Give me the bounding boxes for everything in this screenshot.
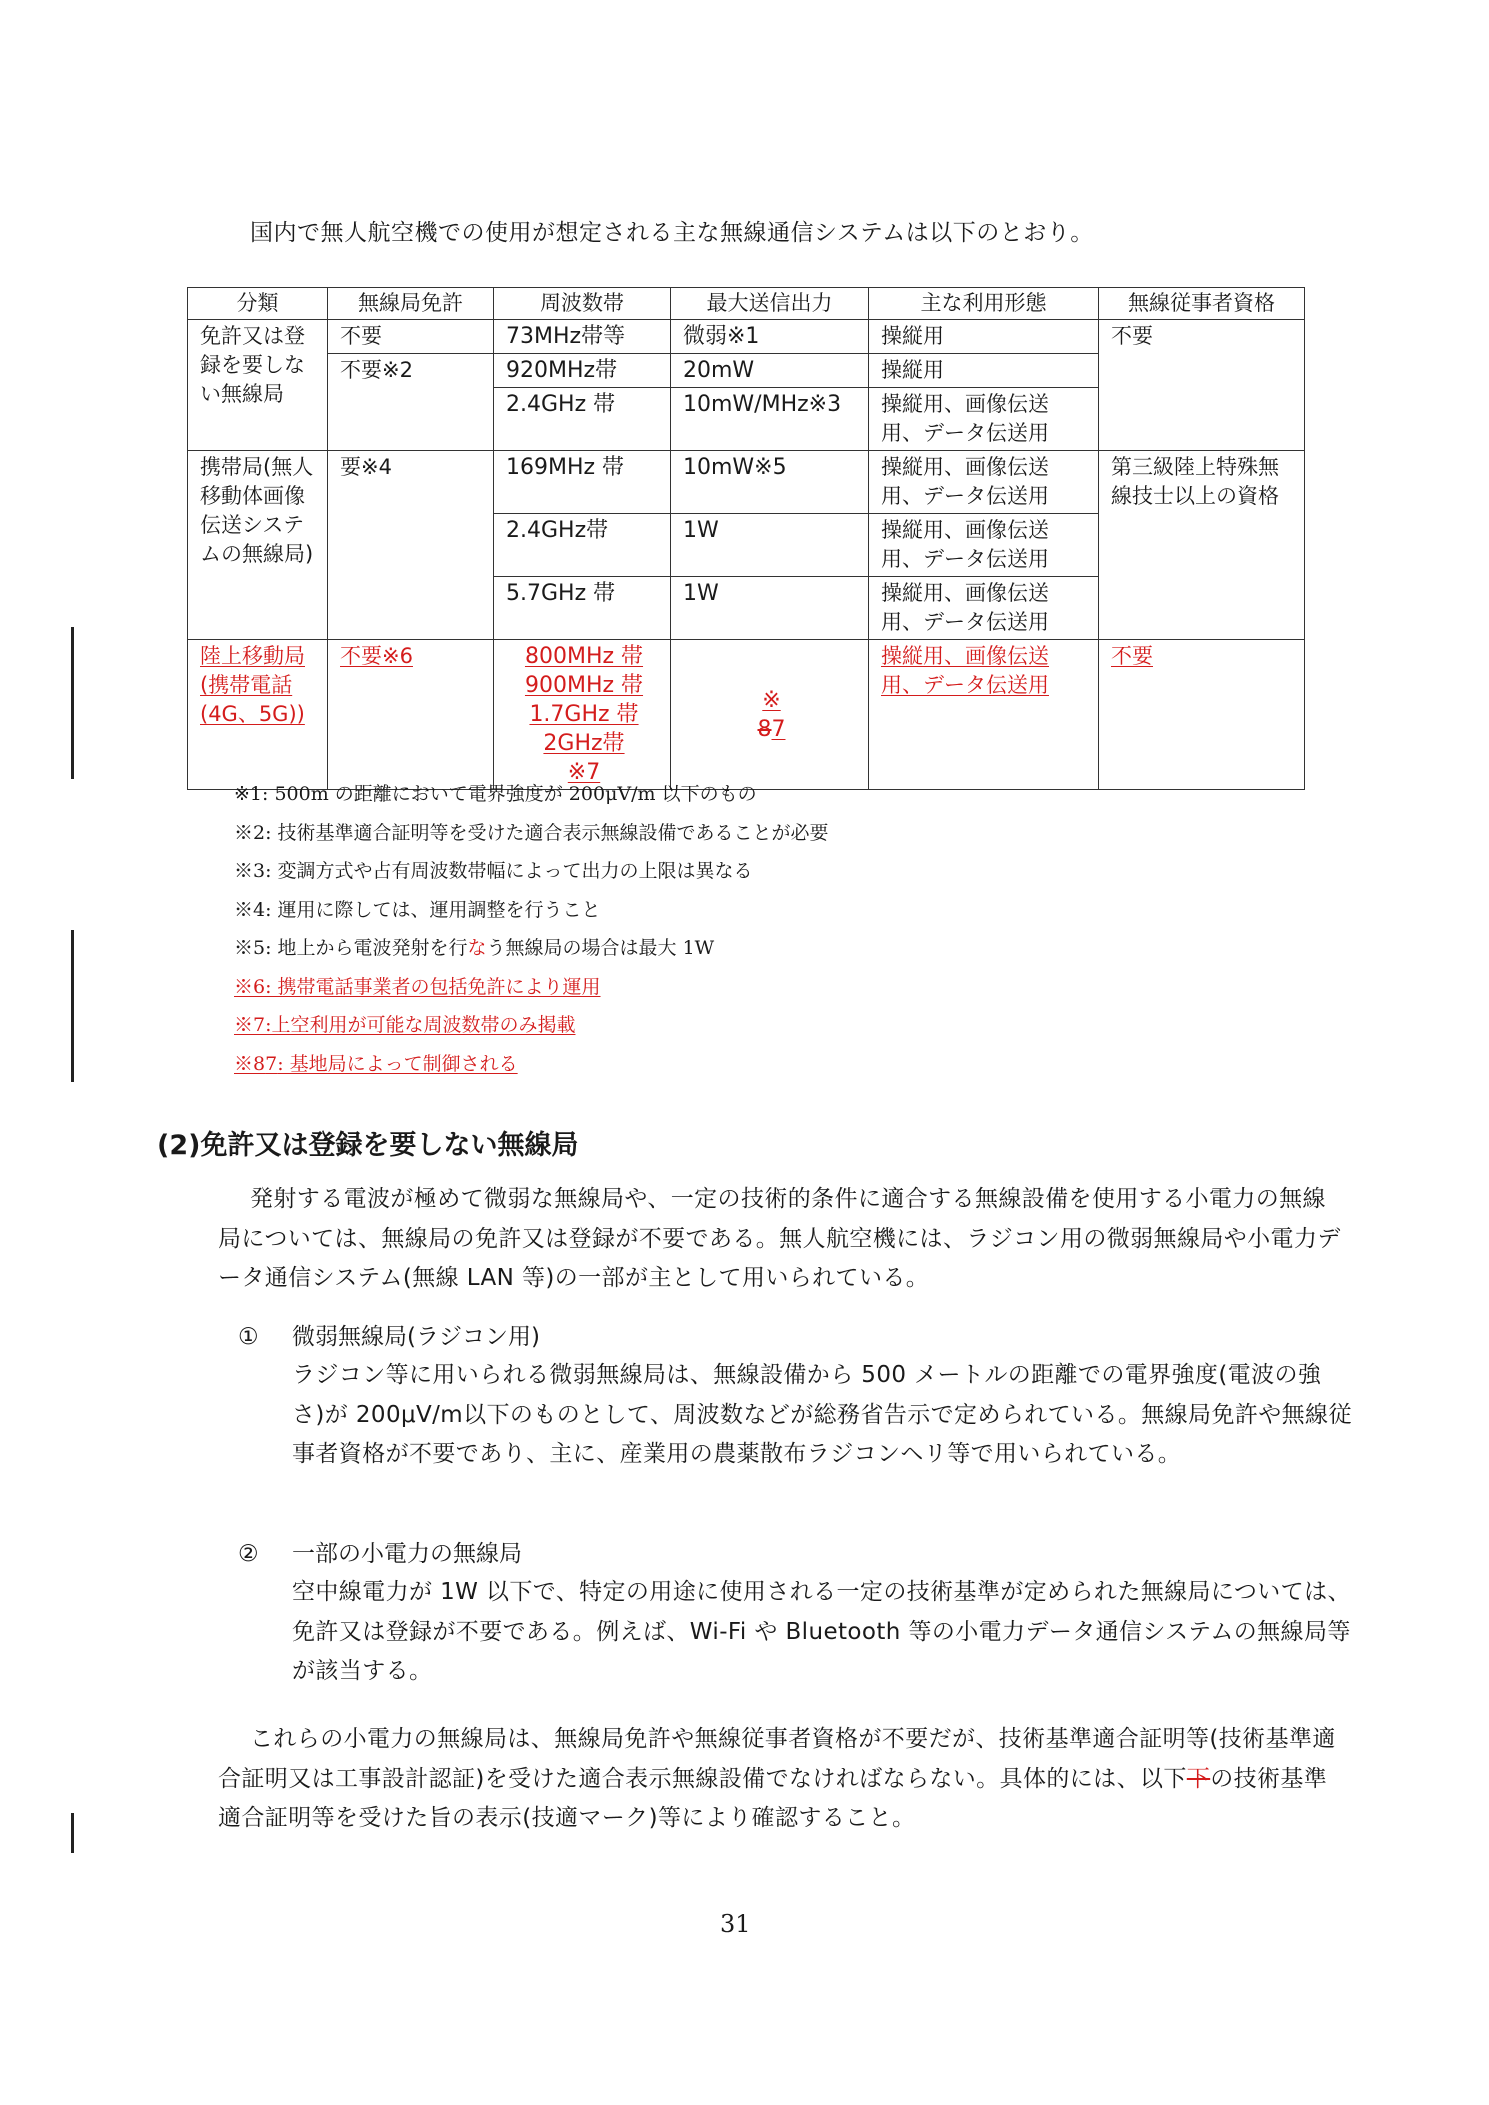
list-item-body: ラジコン等に用いられる微弱無線局は、無線設備から 500 メートルの距離での電界強度(電波の強さ)が 200μV/m以下のものとして、周波数などが総務省告示で定められている。無線局免許や無線従事者資格が不要であり、主に、産業用の農薬散布ラジコンヘリ等で用いられている。 [292,1362,1352,1467]
list-marker: ② [238,1541,259,1567]
revised-text: ※8 [234,1052,266,1075]
header-max-power: 最大送信出力 [671,288,869,320]
note-5-part: ※5: 地上から電波発射を行 [234,937,468,959]
note-2: ※2: 技術基準適合証明等を受けた適合表示無線設備であることが必要 [234,821,829,844]
paragraph-part: の技術基準適合証明等を受けた旨の表示(技適マーク)等により確認すること。 [218,1765,1328,1831]
frequency-band: 2GHz帯 [543,731,625,756]
frequency-note-ref: ※7 [567,760,601,785]
category-cell: 免許又は登録を要しない無線局 [188,320,328,451]
inserted-text: 7 [771,716,786,742]
paragraph: 発射する電波が極めて微弱な無線局や、一定の技術的条件に適合する無線設備を使用する小電力の無線局については、無線局の免許又は登録が不要である。無人航空機には、ラジコン用の微弱無線局や小電力データ通信システム(無線 LAN 等)の一部が主として用いられている。 [218,1186,1341,1291]
license-cell: 要※4 [328,451,494,640]
power-cell [671,640,869,790]
note-3: ※3: 変調方式や占有周波数帯幅によって出力の上限は異なる [234,860,753,882]
power-cell: 20mW [671,354,869,388]
frequency-cell: 2.4GHz帯 [494,514,671,577]
list-item-title: 微弱無線局(ラジコン用) [292,1324,540,1350]
revision-bar [71,1813,74,1853]
frequency-cell: 920MHz帯 [494,354,671,388]
license-cell: 不要※2 [328,354,494,451]
revised-text: : 基地局によって制御される [277,1052,518,1075]
page-number: 31 [720,1910,751,1938]
deleted-text: 8 [757,716,772,742]
header-license: 無線局免許 [328,288,494,320]
inserted-text: 7 [265,1052,278,1075]
frequency-cell: 2.4GHz 帯 [494,388,671,451]
power-cell: 10mW/MHz※3 [671,388,869,451]
note-6 [234,968,829,1007]
inserted-text: な [467,937,487,959]
frequency-cell: 73MHz帯等 [494,320,671,354]
qualification-cell: 不要 [1099,320,1305,451]
note-8 [234,1045,829,1084]
paragraph-part: これらの小電力の無線局は、無線局免許や無線従事者資格が不要だが、技術基準適合証明等(技術基準適合証明又は工事設計認証)を受けた適合表示無線設備でなければならない。具体的には、以下 [218,1726,1336,1792]
revised-text: ※6: 携帯電話事業者の包括免許により運用 [234,975,601,998]
note-5 [234,929,829,968]
category-cell [188,640,328,790]
frequency-cell: 169MHz 帯 [494,451,671,514]
usage-cell: 操縦用 [869,354,1099,388]
list-item-title: 一部の小電力の無線局 [292,1541,522,1567]
license-cell: 不要 [328,320,494,354]
note-5-part: う無線局の場合は最大 1W [486,937,715,959]
note-7 [234,1006,829,1045]
table-row [188,320,1305,354]
usage-cell: 操縦用、画像伝送用、データ伝送用 [869,577,1099,640]
power-note-mark: ※ [762,687,781,713]
revised-text: ※7:上空利用が可能な周波数帯のみ掲載 [234,1014,576,1036]
note-1: ※1: 500m の距離において電界強度が 200μV/m 以下のもの [234,783,757,805]
section-heading: (2)免許又は登録を要しない無線局 [157,1130,579,1161]
header-usage: 主な利用形態 [869,288,1099,320]
revised-text: 不要※6 [340,644,413,668]
revision-bar [71,627,74,779]
revised-text: 操縦用、画像伝送用、データ伝送用 [881,644,1049,697]
list-item-heading [238,1318,540,1351]
qualification-cell [1099,640,1305,790]
table-row [188,640,1305,790]
usage-cell: 操縦用、画像伝送用、データ伝送用 [869,514,1099,577]
category-cell: 携帯局(無人移動体画像伝送システムの無線局) [188,451,328,640]
power-cell: 微弱※1 [671,320,869,354]
license-cell [328,640,494,790]
power-cell: 1W [671,514,869,577]
note-4: ※4: 運用に際しては、運用調整を行うこと [234,898,601,921]
usage-cell [869,640,1099,790]
list-item-heading [238,1535,522,1568]
frequency-cell [494,640,671,790]
power-cell: 1W [671,577,869,640]
frequency-cell: 5.7GHz 帯 [494,577,671,640]
header-qualification: 無線従事者資格 [1099,288,1305,320]
frequency-band: 1.7GHz 帯 [529,702,639,727]
revised-text: 陸上移動局(携帯電話(4G、5G)) [200,644,305,726]
radio-systems-table [187,287,1305,790]
header-category: 分類 [188,288,328,320]
deleted-text: 下 [1186,1765,1211,1792]
header-frequency: 周波数帯 [494,288,671,320]
list-item-body: 空中線電力が 1W 以下で、特定の用途に使用される一定の技術基準が定められた無線局については、免許又は登録が不要である。例えば、Wi-Fi や Bluetooth 等の小電力データ通信システムの無線局等が該当する。 [292,1579,1351,1684]
power-cell: 10mW※5 [671,451,869,514]
frequency-band: 800MHz 帯 [524,644,644,669]
qualification-cell: 第三級陸上特殊無線技士以上の資格 [1099,451,1305,640]
table-header-row [188,288,1305,320]
revision-bar [71,930,74,1082]
usage-cell: 操縦用、画像伝送用、データ伝送用 [869,388,1099,451]
paragraph [218,1720,1348,1839]
intro-text: 国内で無人航空機での使用が想定される主な無線通信システムは以下のとおり。 [250,220,1094,246]
table-row [188,451,1305,514]
frequency-band: 900MHz 帯 [524,673,644,698]
usage-cell: 操縦用 [869,320,1099,354]
usage-cell: 操縦用、画像伝送用、データ伝送用 [869,451,1099,514]
list-marker: ① [238,1324,259,1350]
table-notes [234,775,829,1083]
revised-text: 不要 [1111,644,1153,668]
